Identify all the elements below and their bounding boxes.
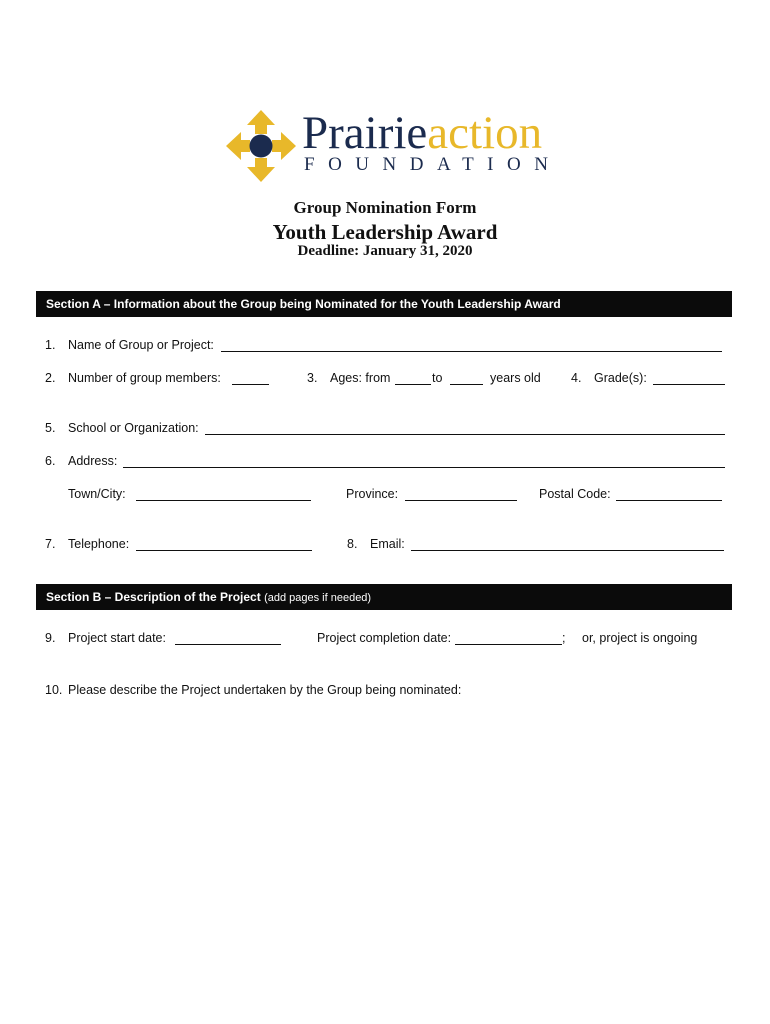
section-b-header	[36, 584, 732, 610]
q3-label-years: years old	[490, 371, 541, 385]
grades-field[interactable]	[653, 370, 725, 385]
logo-wordmark	[302, 108, 542, 158]
q4-label: Grade(s):	[594, 371, 647, 385]
q7-number: 7.	[45, 537, 56, 551]
q1-label: Name of Group or Project:	[68, 338, 214, 352]
completion-date-label: Project completion date:	[317, 631, 452, 645]
q6-label: Address:	[68, 454, 118, 468]
group-members-field[interactable]	[232, 370, 269, 385]
logo-word-action: action	[427, 107, 543, 159]
q9-label: Project start date:	[68, 631, 166, 645]
q2-label: Number of group members:	[68, 371, 221, 385]
province-field[interactable]	[405, 486, 517, 501]
award-title: Youth Leadership Award	[272, 220, 498, 244]
q5-number: 5.	[45, 421, 56, 435]
q2-number: 2.	[45, 371, 56, 385]
group-name-field[interactable]	[221, 337, 722, 352]
q3-label-from: Ages: from	[330, 371, 391, 385]
project-description-area[interactable]	[45, 705, 725, 995]
q5-label: School or Organization:	[68, 421, 199, 435]
project-completion-date-field[interactable]	[455, 630, 562, 645]
section-b-title: Section B – Description of the Project	[46, 590, 261, 604]
logo-subtitle: FOUNDATION	[304, 154, 562, 175]
school-organization-field[interactable]	[205, 420, 725, 435]
email-field[interactable]	[411, 536, 724, 551]
town-city-label: Town/City:	[68, 487, 126, 501]
form-title: Group Nomination Form	[293, 198, 477, 217]
q8-label: Email:	[370, 537, 405, 551]
project-ongoing-label: or, project is ongoing	[582, 631, 698, 645]
section-a-header	[36, 291, 732, 317]
telephone-field[interactable]	[136, 536, 312, 551]
compass-arrows-icon	[226, 110, 296, 182]
q6-number: 6.	[45, 454, 56, 468]
q3-label-to: to	[432, 371, 443, 385]
q3-number: 3.	[307, 371, 318, 385]
ages-to-field[interactable]	[450, 370, 483, 385]
q10-label: Please describe the Project undertaken by the Group being nominated:	[68, 683, 462, 697]
postal-code-label: Postal Code:	[539, 487, 611, 501]
section-b-note: (add pages if needed)	[264, 592, 372, 604]
q7-label: Telephone:	[68, 537, 130, 551]
province-label: Province:	[346, 487, 399, 501]
ages-from-field[interactable]	[395, 370, 431, 385]
q1-number: 1.	[45, 338, 56, 352]
q9-number: 9.	[45, 631, 56, 645]
q10-number: 10.	[45, 683, 63, 697]
logo-word-prairie: Prairie	[302, 107, 428, 159]
q4-number: 4.	[571, 371, 582, 385]
postal-code-field[interactable]	[616, 486, 722, 501]
town-city-field[interactable]	[136, 486, 311, 501]
q8-number: 8.	[347, 537, 358, 551]
section-a-title: Section A – Information about the Group being Nominated for the Youth Leadership Award	[46, 297, 561, 311]
address-field[interactable]	[123, 453, 725, 468]
deadline: Deadline: January 31, 2020	[297, 243, 473, 259]
project-start-date-field[interactable]	[175, 630, 281, 645]
foundation-logo	[226, 107, 562, 182]
completion-semicolon: ;	[562, 631, 566, 645]
